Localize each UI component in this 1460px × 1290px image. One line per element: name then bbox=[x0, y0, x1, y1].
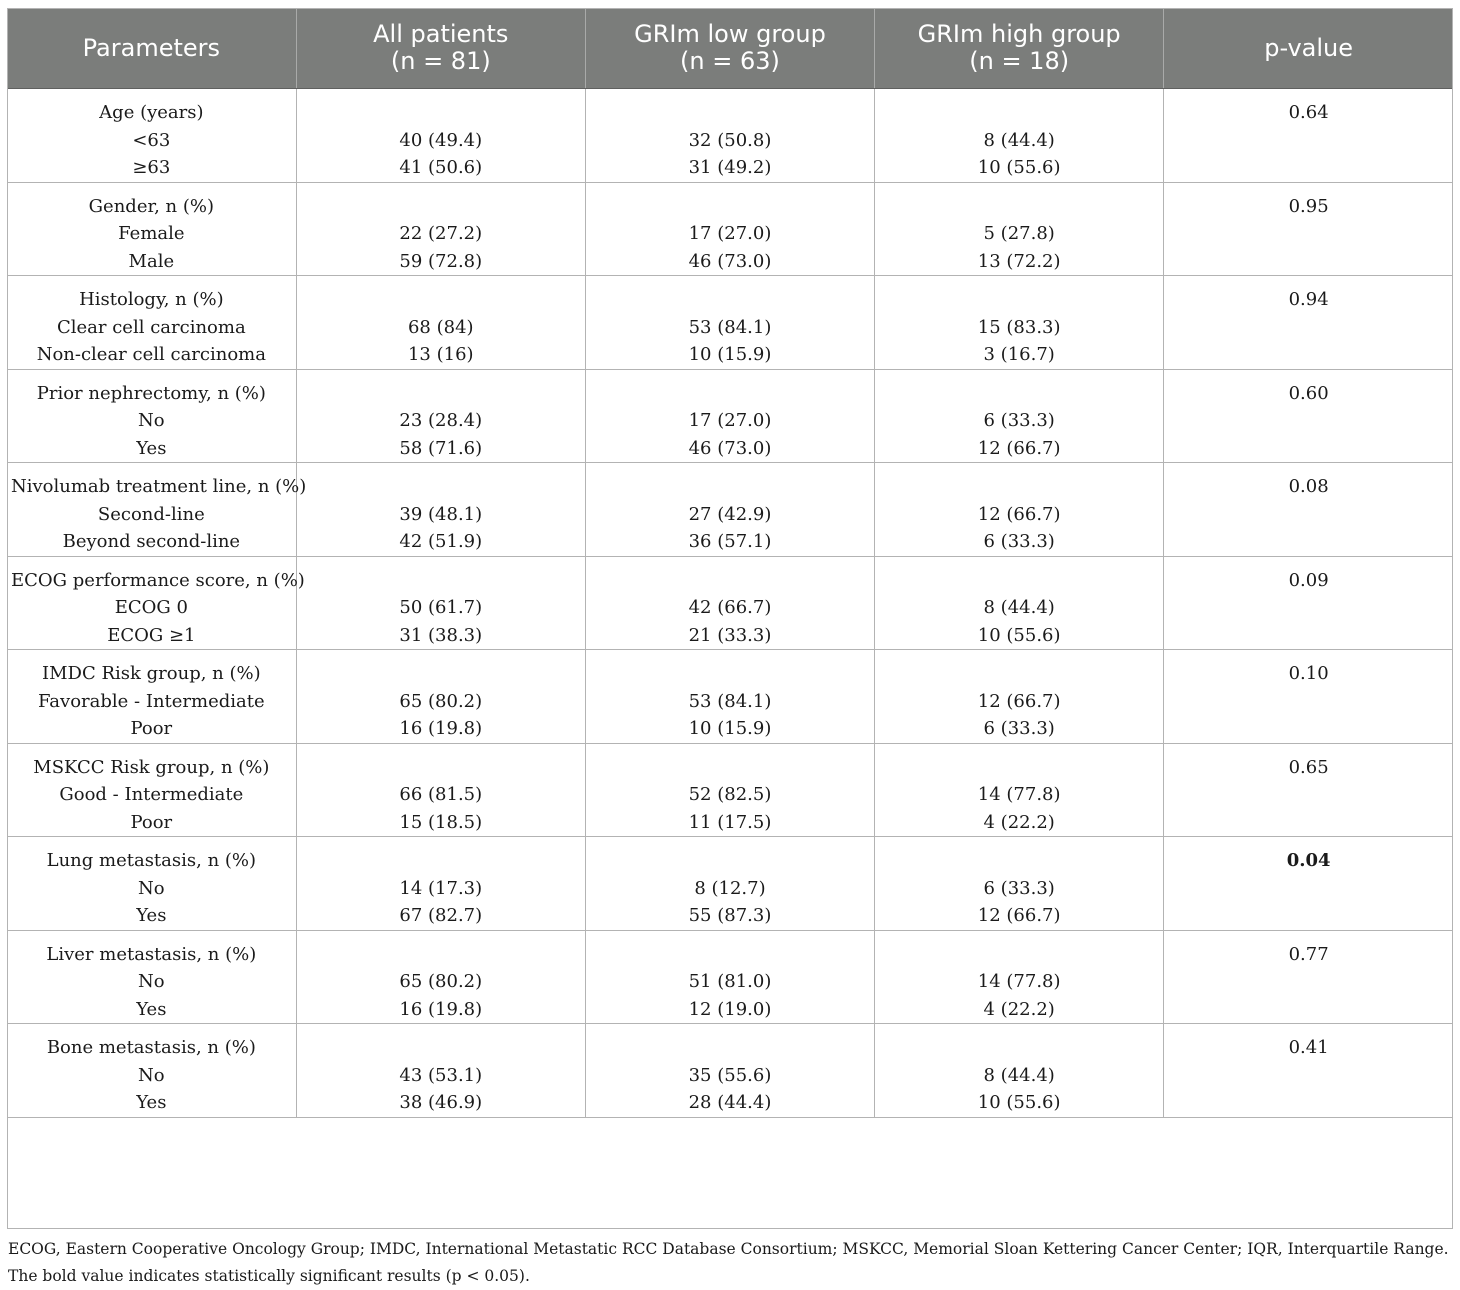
value-text bbox=[879, 847, 1159, 875]
p-value-text: 0.04 bbox=[1286, 850, 1331, 871]
all-patients-cell bbox=[296, 463, 585, 557]
value-text: 6 (33.3) bbox=[983, 877, 1055, 899]
p-value-cell bbox=[1164, 369, 1453, 463]
category-label: Beyond second-line bbox=[62, 531, 241, 552]
characteristics-table bbox=[7, 8, 1453, 1118]
value-text bbox=[301, 1034, 581, 1062]
value-text bbox=[301, 847, 581, 875]
header-row bbox=[7, 8, 1453, 89]
value-text bbox=[590, 754, 870, 782]
value-text: 13 (72.2) bbox=[977, 250, 1061, 272]
header-grim-high-line: GRIm high group bbox=[917, 20, 1121, 48]
grim-low-cell bbox=[585, 556, 874, 650]
value-text: 38 (46.9) bbox=[399, 1092, 483, 1113]
parameter-label: Bone metastasis, n (%) bbox=[46, 1037, 256, 1058]
category-label: Favorable - Intermediate bbox=[38, 690, 265, 712]
value-text bbox=[879, 193, 1159, 221]
header-all-patients-line: (n = 81) bbox=[390, 47, 491, 75]
header-p-value bbox=[1164, 8, 1453, 89]
grim-high-cell bbox=[875, 276, 1164, 370]
table-row bbox=[7, 1024, 1453, 1118]
category-label: ECOG 0 bbox=[114, 597, 188, 618]
value-text: 66 (81.5) bbox=[399, 784, 483, 805]
grim-low-cell bbox=[585, 930, 874, 1024]
table-row bbox=[7, 556, 1453, 650]
category-label: Female bbox=[118, 223, 185, 244]
p-value-text: 0.41 bbox=[1288, 1037, 1329, 1058]
value-text: 65 (80.2) bbox=[399, 690, 483, 712]
p-value-text: 0.08 bbox=[1288, 476, 1329, 497]
header-grim-high-line: (n = 18) bbox=[969, 47, 1070, 75]
value-text bbox=[301, 193, 581, 221]
parameter-cell bbox=[7, 930, 296, 1024]
all-patients-cell bbox=[296, 89, 585, 183]
grim-low-cell bbox=[585, 276, 874, 370]
value-text: 16 (19.8) bbox=[399, 718, 483, 739]
value-text bbox=[590, 660, 870, 688]
grim-low-cell bbox=[585, 182, 874, 276]
value-text: 40 (49.4) bbox=[399, 129, 483, 151]
p-value-text: 0.95 bbox=[1288, 195, 1329, 217]
grim-high-cell bbox=[875, 1024, 1164, 1118]
table-body bbox=[7, 89, 1453, 1118]
table-row bbox=[7, 650, 1453, 744]
value-text: 8 (44.4) bbox=[983, 597, 1055, 618]
value-text: 39 (48.1) bbox=[399, 503, 483, 525]
all-patients-cell bbox=[296, 743, 585, 837]
value-text: 42 (51.9) bbox=[399, 531, 483, 552]
value-text: 22 (27.2) bbox=[399, 223, 483, 244]
p-value-text: 0.77 bbox=[1288, 943, 1329, 965]
category-label: <63 bbox=[132, 129, 171, 151]
value-text bbox=[879, 473, 1159, 501]
value-text bbox=[879, 567, 1159, 595]
grim-low-cell bbox=[585, 650, 874, 744]
category-label: No bbox=[138, 971, 165, 992]
all-patients-cell bbox=[296, 182, 585, 276]
header-all-patients bbox=[296, 8, 585, 89]
value-text: 65 (80.2) bbox=[399, 971, 483, 992]
p-value-text: 0.60 bbox=[1288, 382, 1329, 404]
grim-high-cell bbox=[875, 556, 1164, 650]
value-text: 12 (66.7) bbox=[977, 437, 1061, 459]
grim-high-cell bbox=[875, 930, 1164, 1024]
category-label: No bbox=[138, 410, 165, 431]
grim-high-cell bbox=[875, 463, 1164, 557]
value-text: 21 (33.3) bbox=[688, 624, 772, 646]
grim-high-cell bbox=[875, 369, 1164, 463]
value-text: 14 (17.3) bbox=[399, 877, 483, 899]
p-value-text: 0.65 bbox=[1288, 756, 1329, 778]
parameter-cell bbox=[7, 556, 305, 650]
grim-high-cell bbox=[875, 650, 1164, 744]
p-value-cell bbox=[1164, 463, 1453, 557]
value-text: 51 (81.0) bbox=[688, 971, 772, 992]
value-text: 12 (66.7) bbox=[977, 905, 1061, 926]
table-footnote: ECOG, Eastern Cooperative Oncology Group; IMDC, International Metastatic RCC Database Consortium; MSKCC, Memorial Sloan Kettering Cancer Center; IQR, Interquartile Range. The bold value indicates statistically significant results (p < 0.05). bbox=[8, 1240, 1449, 1285]
value-text: 43 (53.1) bbox=[399, 1064, 483, 1086]
value-text: 35 (55.6) bbox=[688, 1064, 772, 1086]
grim-low-cell bbox=[585, 89, 874, 183]
value-text: 12 (66.7) bbox=[977, 503, 1061, 525]
category-label: Poor bbox=[130, 718, 173, 739]
value-text bbox=[590, 193, 870, 221]
grim-high-cell bbox=[875, 89, 1164, 183]
value-text bbox=[879, 380, 1159, 408]
value-text: 6 (33.3) bbox=[983, 410, 1055, 431]
p-value-cell bbox=[1164, 743, 1453, 837]
value-text: 12 (66.7) bbox=[977, 690, 1061, 712]
category-label: Male bbox=[128, 250, 175, 272]
value-text: 46 (73.0) bbox=[688, 250, 772, 272]
value-text bbox=[301, 380, 581, 408]
parameter-label: Prior nephrectomy, n (%) bbox=[36, 382, 266, 404]
value-text bbox=[301, 941, 581, 969]
value-text: 8 (44.4) bbox=[983, 1064, 1055, 1086]
value-text: 12 (19.0) bbox=[688, 998, 772, 1020]
all-patients-cell bbox=[296, 276, 585, 370]
table-row bbox=[7, 837, 1453, 931]
all-patients-cell bbox=[296, 556, 585, 650]
grim-low-cell bbox=[585, 463, 874, 557]
parameter-cell bbox=[7, 650, 296, 744]
value-text: 11 (17.5) bbox=[688, 811, 772, 833]
value-text: 42 (66.7) bbox=[688, 597, 772, 618]
table-row bbox=[7, 276, 1453, 370]
value-text bbox=[590, 380, 870, 408]
grim-high-cell bbox=[875, 182, 1164, 276]
value-text bbox=[590, 286, 870, 314]
value-text: 10 (55.6) bbox=[977, 624, 1061, 646]
header-grim-low-line: GRIm low group bbox=[634, 20, 826, 48]
value-text: 8 (12.7) bbox=[694, 877, 766, 899]
grim-low-cell bbox=[585, 743, 874, 837]
table-row bbox=[7, 463, 1453, 557]
value-text: 53 (84.1) bbox=[688, 690, 772, 712]
header-parameters-line: Parameters bbox=[82, 33, 221, 62]
value-text bbox=[301, 567, 581, 595]
parameter-label: ECOG performance score, n (%) bbox=[11, 569, 305, 591]
p-value-text: 0.10 bbox=[1288, 663, 1329, 684]
parameter-cell bbox=[7, 837, 296, 931]
value-text: 13 (16) bbox=[407, 344, 474, 365]
value-text: 17 (27.0) bbox=[688, 223, 772, 244]
category-label: No bbox=[138, 1064, 165, 1086]
p-value-cell bbox=[1164, 1024, 1453, 1118]
value-text: 27 (42.9) bbox=[688, 503, 772, 525]
value-text: 55 (87.3) bbox=[688, 905, 772, 926]
category-label: ECOG ≥1 bbox=[107, 624, 196, 646]
value-text: 23 (28.4) bbox=[399, 410, 483, 431]
p-value-cell bbox=[1164, 276, 1453, 370]
parameter-cell bbox=[7, 463, 307, 557]
value-text: 15 (83.3) bbox=[977, 316, 1061, 338]
grim-low-cell bbox=[585, 837, 874, 931]
value-text: 58 (71.6) bbox=[399, 437, 483, 459]
value-text: 53 (84.1) bbox=[688, 316, 772, 338]
header-parameters bbox=[7, 8, 296, 89]
value-text: 6 (33.3) bbox=[983, 718, 1055, 739]
value-text bbox=[301, 99, 581, 127]
table-row bbox=[7, 743, 1453, 837]
value-text: 52 (82.5) bbox=[688, 784, 772, 805]
value-text: 10 (15.9) bbox=[688, 718, 772, 739]
category-label: Yes bbox=[136, 1092, 167, 1113]
table-row bbox=[7, 89, 1453, 183]
parameter-label: Nivolumab treatment line, n (%) bbox=[11, 476, 307, 497]
value-text bbox=[301, 660, 581, 688]
value-text bbox=[301, 754, 581, 782]
table-row bbox=[7, 930, 1453, 1024]
parameter-cell bbox=[7, 369, 296, 463]
parameter-cell bbox=[7, 89, 296, 183]
parameter-label: Liver metastasis, n (%) bbox=[46, 943, 257, 965]
value-text bbox=[879, 660, 1159, 688]
value-text: 6 (33.3) bbox=[983, 531, 1055, 552]
grim-low-cell bbox=[585, 369, 874, 463]
value-text: 8 (44.4) bbox=[983, 129, 1055, 151]
table-row bbox=[7, 369, 1453, 463]
table-row bbox=[7, 182, 1453, 276]
value-text: 10 (55.6) bbox=[977, 1092, 1061, 1113]
p-value-cell bbox=[1164, 650, 1453, 744]
parameter-cell bbox=[7, 182, 296, 276]
value-text bbox=[590, 1034, 870, 1062]
value-text bbox=[590, 567, 870, 595]
p-value-cell bbox=[1164, 89, 1453, 183]
parameter-label: MSKCC Risk group, n (%) bbox=[33, 756, 270, 778]
value-text bbox=[590, 847, 870, 875]
value-text: 4 (22.2) bbox=[983, 998, 1055, 1020]
value-text: 5 (27.8) bbox=[983, 223, 1055, 244]
value-text: 16 (19.8) bbox=[399, 998, 483, 1020]
value-text: 10 (55.6) bbox=[977, 157, 1061, 178]
value-text: 59 (72.8) bbox=[399, 250, 483, 272]
value-text bbox=[301, 473, 581, 501]
parameter-label: Lung metastasis, n (%) bbox=[46, 850, 257, 871]
header-grim-high bbox=[875, 8, 1164, 89]
value-text bbox=[879, 99, 1159, 127]
parameter-label: Age (years) bbox=[99, 102, 204, 123]
category-label: Yes bbox=[136, 437, 167, 459]
value-text: 36 (57.1) bbox=[688, 531, 772, 552]
header-grim-low bbox=[585, 8, 874, 89]
value-text bbox=[301, 286, 581, 314]
grim-high-cell bbox=[875, 743, 1164, 837]
parameter-cell bbox=[7, 276, 296, 370]
value-text: 3 (16.7) bbox=[983, 344, 1055, 365]
header-grim-low-line: (n = 63) bbox=[680, 47, 780, 75]
header-p-value-line: p-value bbox=[1264, 33, 1354, 62]
category-label: Second-line bbox=[97, 503, 205, 525]
category-label: Yes bbox=[136, 905, 167, 926]
category-label: Non-clear cell carcinoma bbox=[36, 344, 266, 365]
value-text bbox=[879, 1034, 1159, 1062]
parameter-cell bbox=[7, 743, 296, 837]
all-patients-cell bbox=[296, 1024, 585, 1118]
value-text bbox=[590, 99, 870, 127]
value-text: 28 (44.4) bbox=[688, 1092, 772, 1113]
value-text: 14 (77.8) bbox=[977, 784, 1061, 805]
grim-high-cell bbox=[875, 837, 1164, 931]
all-patients-cell bbox=[296, 650, 585, 744]
characteristics-table-container bbox=[7, 8, 1453, 1118]
all-patients-cell bbox=[296, 930, 585, 1024]
parameter-label: IMDC Risk group, n (%) bbox=[42, 663, 261, 684]
parameter-label: Gender, n (%) bbox=[88, 195, 215, 217]
category-label: ≥63 bbox=[132, 157, 171, 178]
p-value-text: 0.64 bbox=[1288, 102, 1329, 123]
value-text: 50 (61.7) bbox=[399, 597, 483, 618]
category-label: No bbox=[138, 877, 165, 899]
p-value-cell bbox=[1164, 182, 1453, 276]
all-patients-cell bbox=[296, 369, 585, 463]
p-value-cell bbox=[1164, 556, 1453, 650]
all-patients-cell bbox=[296, 837, 585, 931]
parameter-cell bbox=[7, 1024, 296, 1118]
value-text: 68 (84) bbox=[407, 316, 474, 338]
category-label: Clear cell carcinoma bbox=[56, 316, 246, 338]
category-label: Good - Intermediate bbox=[59, 784, 244, 805]
value-text: 4 (22.2) bbox=[983, 811, 1055, 833]
value-text: 31 (38.3) bbox=[399, 624, 483, 646]
table-header bbox=[7, 8, 1453, 89]
p-value-text: 0.09 bbox=[1288, 569, 1329, 591]
value-text: 14 (77.8) bbox=[977, 971, 1061, 992]
p-value-cell bbox=[1164, 930, 1453, 1024]
value-text: 67 (82.7) bbox=[399, 905, 483, 926]
category-label: Poor bbox=[130, 811, 173, 833]
parameter-label: Histology, n (%) bbox=[79, 289, 224, 310]
value-text: 41 (50.6) bbox=[399, 157, 483, 178]
value-text bbox=[879, 754, 1159, 782]
value-text: 31 (49.2) bbox=[688, 157, 772, 178]
value-text bbox=[879, 941, 1159, 969]
value-text: 46 (73.0) bbox=[688, 437, 772, 459]
p-value-text: 0.94 bbox=[1288, 289, 1329, 310]
value-text bbox=[590, 941, 870, 969]
value-text: 32 (50.8) bbox=[688, 129, 772, 151]
value-text: 10 (15.9) bbox=[688, 344, 772, 365]
value-text bbox=[590, 473, 870, 501]
value-text: 15 (18.5) bbox=[399, 811, 483, 833]
grim-low-cell bbox=[585, 1024, 874, 1118]
value-text bbox=[879, 286, 1159, 314]
category-label: Yes bbox=[136, 998, 167, 1020]
header-all-patients-line: All patients bbox=[373, 20, 509, 48]
p-value-cell bbox=[1164, 837, 1453, 931]
value-text: 17 (27.0) bbox=[688, 410, 772, 431]
